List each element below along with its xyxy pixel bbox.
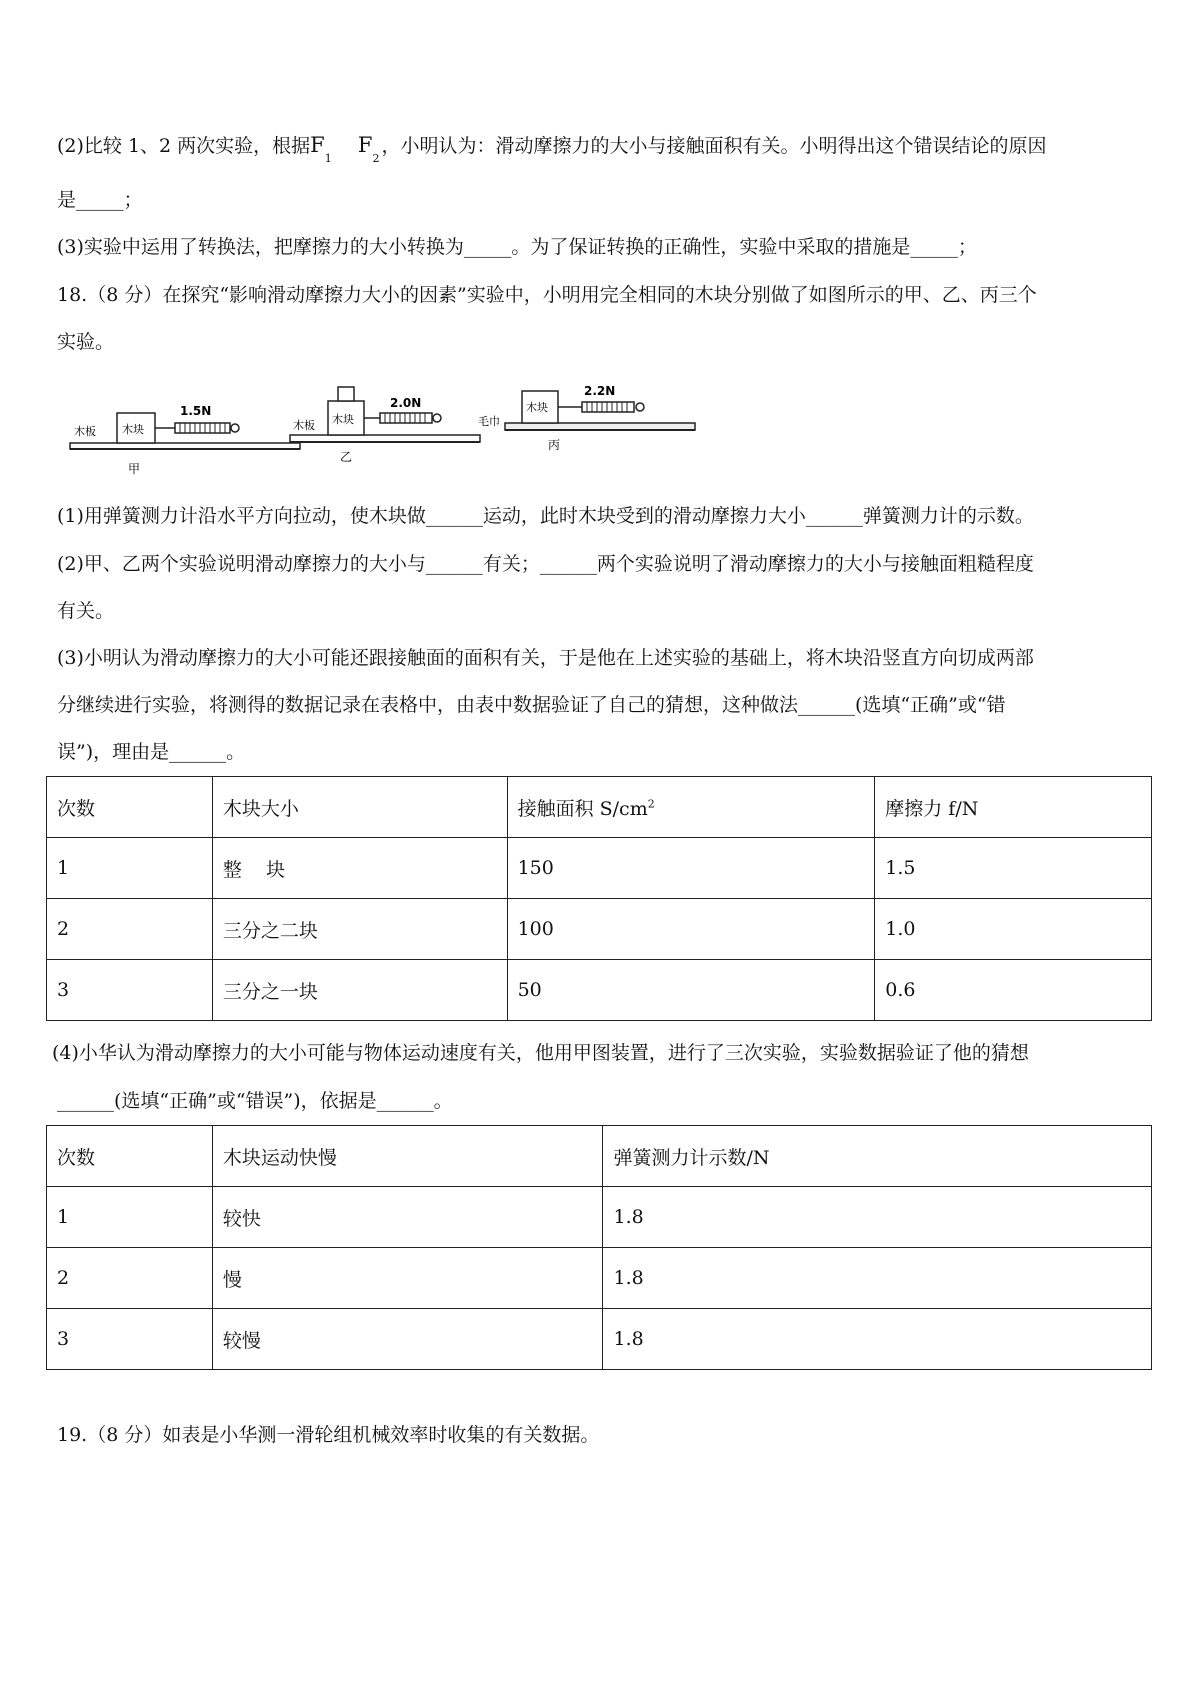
table-header-cell: 次数 bbox=[47, 1126, 213, 1187]
table-header-row bbox=[47, 1126, 1152, 1187]
figure-jia-caption: 甲 bbox=[128, 462, 141, 476]
q18-part3-line1: (3)小明认为滑动摩擦力的大小可能还跟接触面的面积有关，于是他在上述实验的基础上，将木块沿竖直方向切成两部 bbox=[57, 647, 1034, 669]
table-header-cell: 木块运动快慢 bbox=[212, 1126, 603, 1187]
q17-part2-line1 bbox=[57, 122, 1147, 172]
q18-part4-line2: ______(选填“正确”或“错误”)，依据是______。 bbox=[57, 1090, 453, 1112]
table-header-cell: 弹簧测力计示数/N bbox=[603, 1126, 1152, 1187]
table-cell: 1.8 bbox=[603, 1309, 1152, 1370]
q18-intro-line1: 18.（8 分）在探究“影响滑动摩擦力大小的因素”实验中，小明用完全相同的木块分别做了如图所示的甲、乙、丙三个 bbox=[57, 284, 1037, 306]
table-cell: 100 bbox=[507, 899, 875, 960]
q18-part3-line3: 误”)，理由是______。 bbox=[57, 741, 246, 763]
figure-jia-surface: 木板 bbox=[74, 425, 96, 438]
table-row bbox=[47, 960, 1152, 1021]
q18-part1: (1)用弹簧测力计沿水平方向拉动，使木块做______运动，此时木块受到的滑动摩擦力大小______弹簧测力计的示数。 bbox=[57, 505, 1034, 527]
figure-jia bbox=[70, 404, 300, 476]
q18-part4-line1: (4)小华认为滑动摩擦力的大小可能与物体运动速度有关，他用甲图装置，进行了三次实验，实验数据验证了他的猜想 bbox=[52, 1042, 1029, 1064]
q17-part2-text-after: ，小明认为：滑动摩擦力的大小与接触面积有关。小明得出这个错误结论的原因 bbox=[381, 135, 1047, 157]
force-f2: F bbox=[357, 133, 373, 157]
table-cell: 3 bbox=[47, 960, 213, 1021]
table-row bbox=[47, 899, 1152, 960]
contact-area-table bbox=[46, 776, 1152, 1021]
table-cell: 2 bbox=[47, 899, 213, 960]
table-cell: 1.8 bbox=[603, 1187, 1152, 1248]
table-row bbox=[47, 1187, 1152, 1248]
table-header-cell: 次数 bbox=[47, 777, 213, 838]
q18-intro-line2: 实验。 bbox=[57, 331, 115, 353]
q17-part2-text-before: (2)比较 1、2 两次实验，根据 bbox=[57, 135, 311, 157]
speed-table bbox=[46, 1125, 1152, 1370]
table-header-cell bbox=[507, 777, 875, 838]
unit-superscript: 2 bbox=[647, 797, 655, 811]
table-cell: 3 bbox=[47, 1309, 213, 1370]
table-row bbox=[47, 1248, 1152, 1309]
table-cell: 三分之一块 bbox=[212, 960, 507, 1021]
q18-part2-line2: 有关。 bbox=[57, 600, 115, 622]
table-cell: 慢 bbox=[212, 1248, 603, 1309]
contact-area-header: 接触面积 S/cm bbox=[517, 797, 648, 820]
figure-jia-reading: 1.5N bbox=[180, 404, 212, 418]
table-cell: 三分之二块 bbox=[212, 899, 507, 960]
q17-part3: (3)实验中运用了转换法，把摩擦力的大小转换为_____。为了保证转换的正确性，实验中采取的措施是_____； bbox=[57, 236, 977, 258]
figure-bing-reading: 2.2N bbox=[584, 384, 616, 398]
table-header-cell: 木块大小 bbox=[212, 777, 507, 838]
figure-bing-surface: 毛巾 bbox=[478, 415, 500, 428]
table-cell: 0.6 bbox=[875, 960, 1152, 1021]
q17-part2-line2: 是_____； bbox=[57, 189, 143, 211]
figure-yi-caption: 乙 bbox=[340, 450, 353, 464]
table-header-row bbox=[47, 777, 1152, 838]
table-cell: 150 bbox=[507, 838, 875, 899]
q19-intro: 19.（8 分）如表是小华测一滑轮组机械效率时收集的有关数据。 bbox=[57, 1424, 600, 1446]
table-cell: 1.5 bbox=[875, 838, 1152, 899]
table-cell: 整 块 bbox=[212, 838, 507, 899]
table-cell: 1.0 bbox=[875, 899, 1152, 960]
q18-part3-line2: 分继续进行实验，将测得的数据记录在表格中，由表中数据验证了自己的猜想，这种做法______(选填“正确”或“错 bbox=[57, 694, 1006, 716]
table-cell: 较慢 bbox=[212, 1309, 603, 1370]
figure-bing bbox=[478, 384, 695, 452]
figure-yi-block: 木块 bbox=[332, 413, 354, 426]
table-cell: 1 bbox=[47, 1187, 213, 1248]
table-row bbox=[47, 1309, 1152, 1370]
table-cell: 50 bbox=[507, 960, 875, 1021]
force-f2-subscript: 2 bbox=[372, 152, 380, 165]
figure-jia-block: 木块 bbox=[122, 423, 144, 436]
figure-bing-caption: 丙 bbox=[548, 438, 561, 452]
table-cell: 2 bbox=[47, 1248, 213, 1309]
experiment-figure bbox=[60, 383, 1150, 483]
table-cell: 1 bbox=[47, 838, 213, 899]
table-cell: 1.8 bbox=[603, 1248, 1152, 1309]
q18-part2-line1: (2)甲、乙两个实验说明滑动摩擦力的大小与______有关；______两个实验说明了滑动摩擦力的大小与接触面粗糙程度 bbox=[57, 553, 1034, 575]
force-f1: F bbox=[310, 133, 325, 157]
figure-yi-surface: 木板 bbox=[293, 419, 315, 432]
table-header-cell: 摩擦力 f/N bbox=[875, 777, 1152, 838]
figure-bing-block: 木块 bbox=[526, 401, 548, 414]
figure-yi-reading: 2.0N bbox=[390, 396, 422, 410]
figure-yi bbox=[290, 387, 480, 464]
force-f1-subscript: 1 bbox=[324, 152, 332, 165]
table-cell: 较快 bbox=[212, 1187, 603, 1248]
table-row bbox=[47, 838, 1152, 899]
